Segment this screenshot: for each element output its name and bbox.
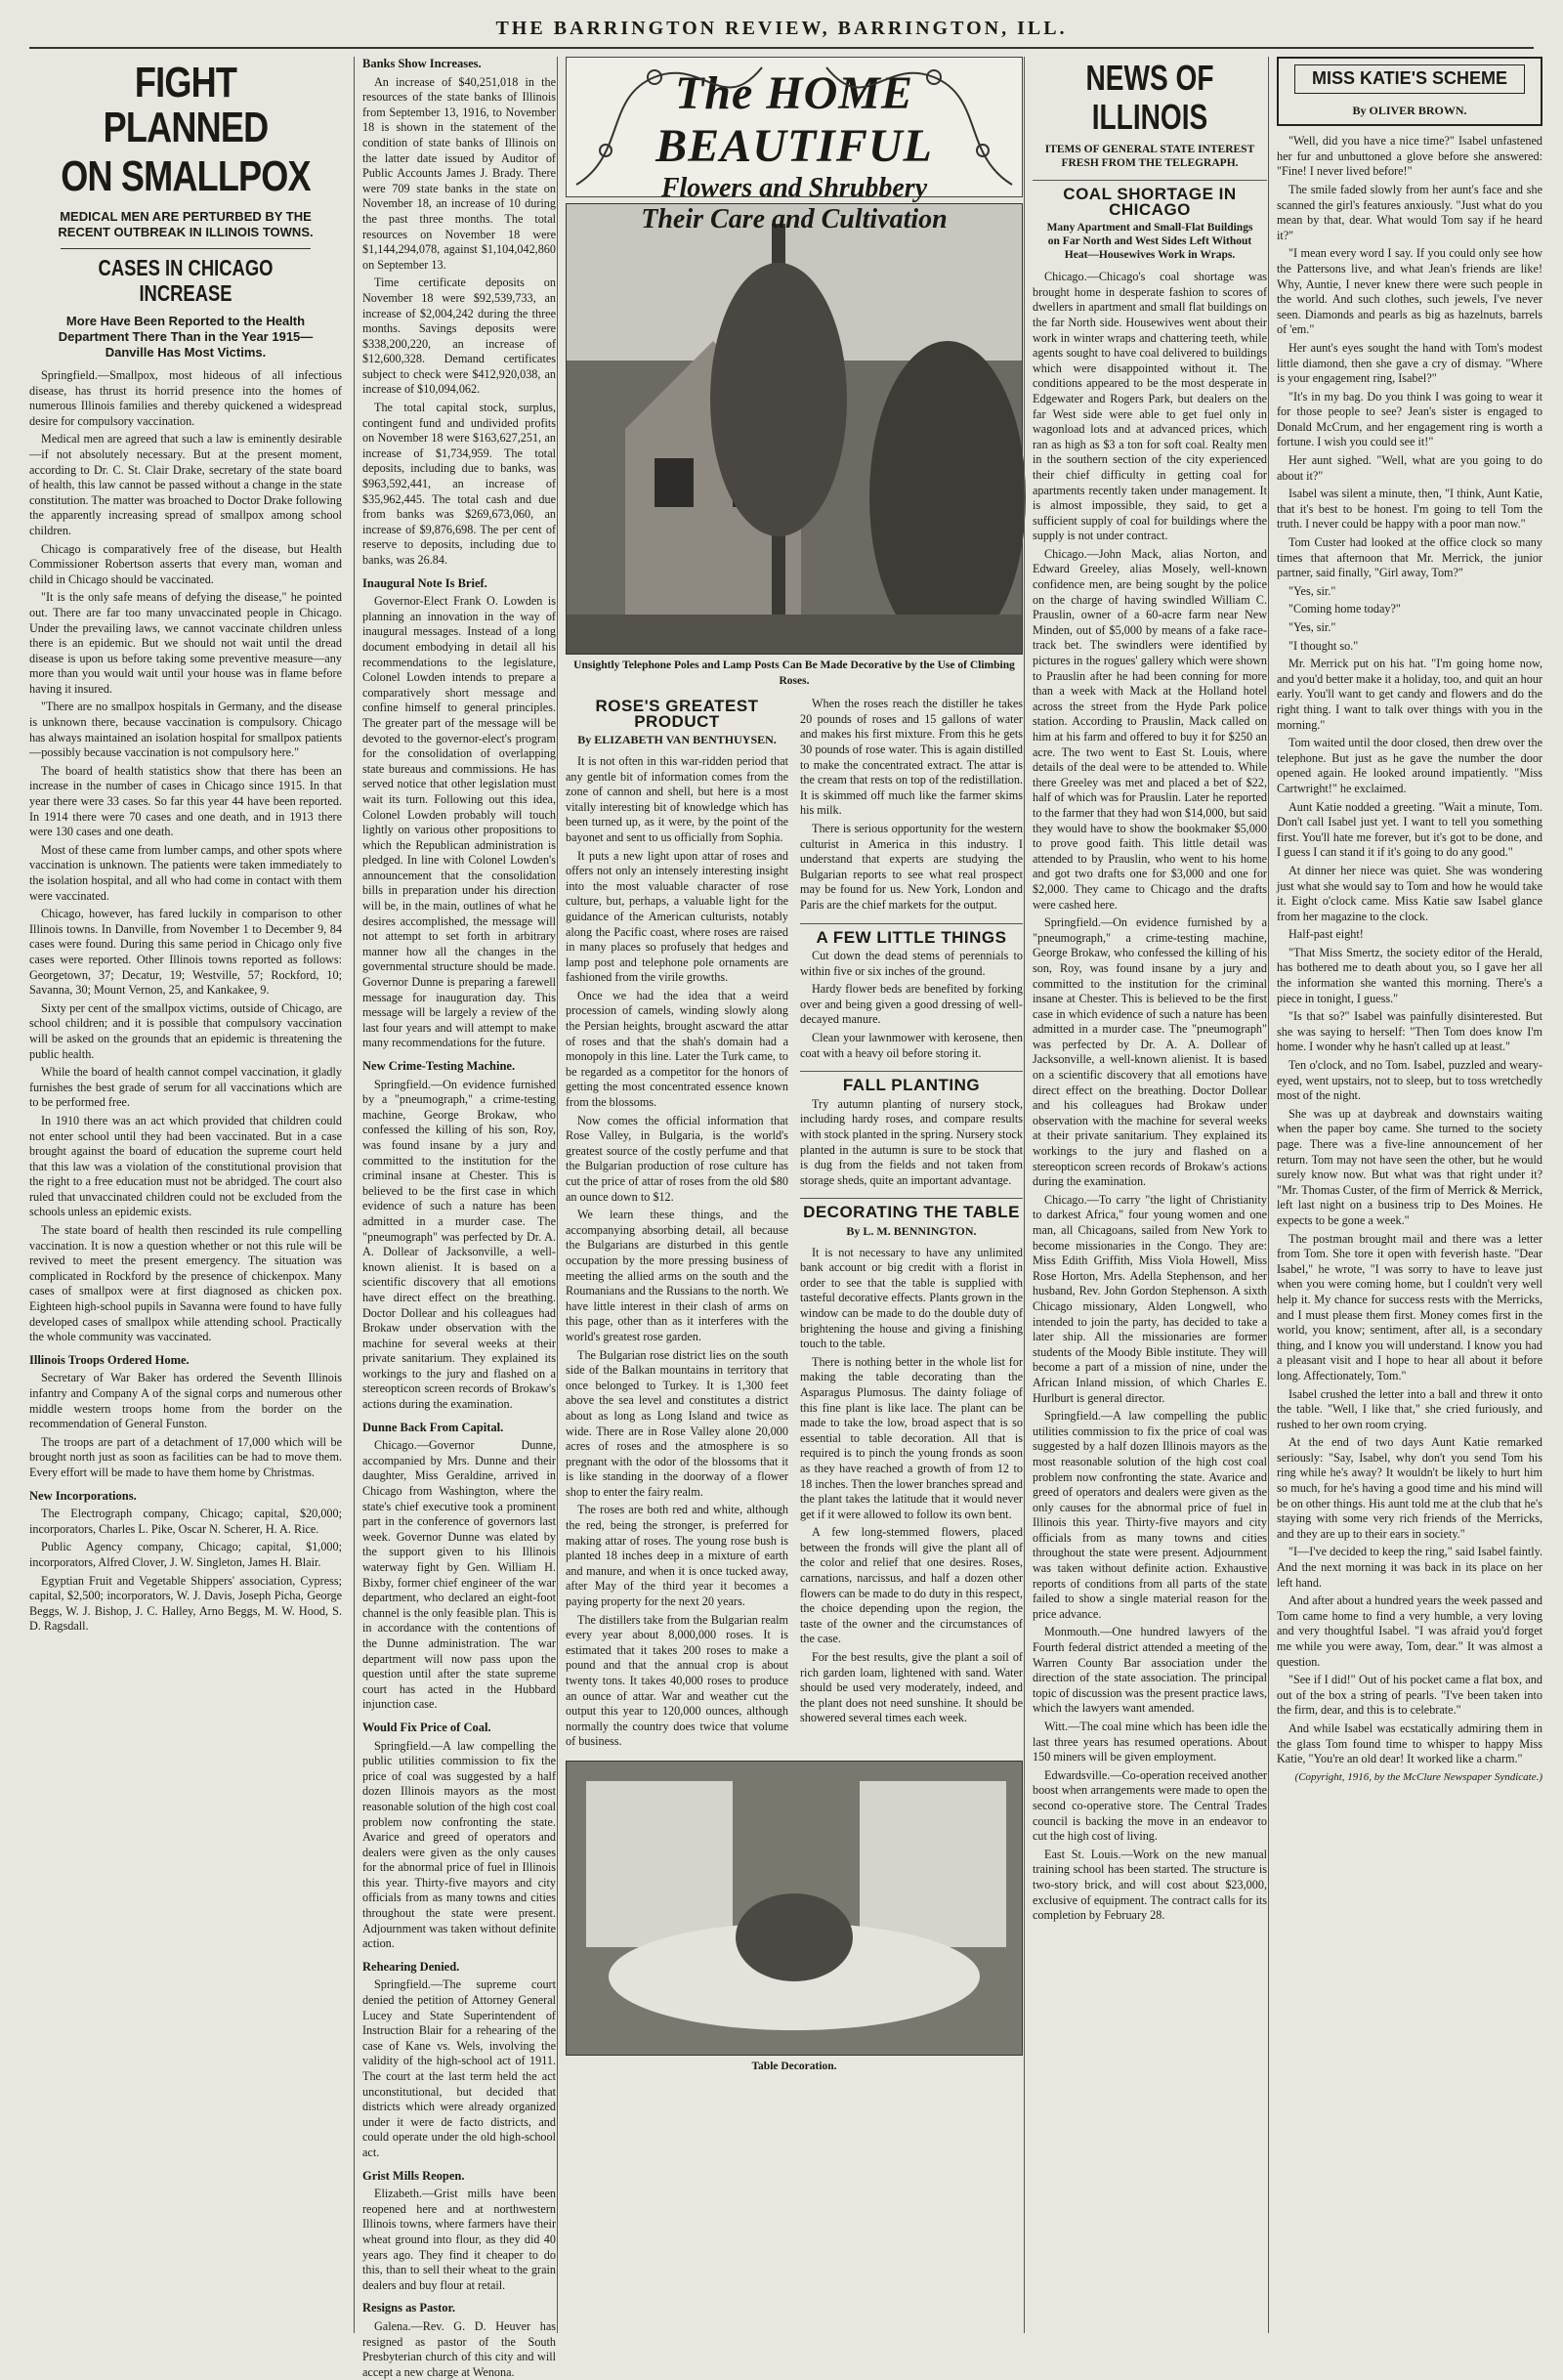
column-roses xyxy=(566,697,788,1753)
table-illustration xyxy=(567,1762,1022,2055)
paragraph: Governor-Elect Frank O. Lowden is planning an innovation in the way of inaugural messages. Instead of a long document embodying in detail all his recommendations to the legislature, Colonel Lowden intends to prepare a comparatively short message and confine himself to general principles. The greater part of the message will be devoted to the governor-elect's program for the consolidation of overlapping state bureaus and commissions. He has served notice that other legislation must wait its turn. Following out this idea, Colonel Lowden probably will touch lightly on various other propositions to which the Republican administration is pledged. In line with Colonel Lowden's announcement that the consolidation bills in preparation under his direction will be, in the main, outlines of what he desires accomplished, the message will not attempt to set forth in arbitrary manner how all the changes in the governmental structure should be made. Governor Dunne is preparing a farewell message for inauguration day. This message will be largely a review of the last four years and will attempt to make many recommendations for the future. xyxy=(362,594,556,1050)
paragraph: Egyptian Fruit and Vegetable Shippers' association, Cypress; capital, $2,500; incorporators, W. J. Davis, Joseph Picha, George Beggs, W. J. Bishop, J. C. Halley, Arno Beggs, M. W. Hood, S. D. Ragsdall. xyxy=(29,1573,342,1634)
paragraph: It is not often in this war-ridden period that any gentle bit of information comes from the zone of cannon and shell, but here is a most vitally interesting bit of knowledge which has been turned up, as it were, by the point of the bayonet and sent to us officially from Sophia. xyxy=(566,753,788,844)
column-state-news xyxy=(354,57,556,2379)
paragraph: The total capital stock, surplus, contingent fund and undivided profits on November 18 were $163,627,251, an increase of $1,734,959. The total deposits, including due to banks, was $963,592,441, an increase of $35,962,445. The total cash and due from banks was $269,673,060, an increase of $9,876,698. The per cent of reserve to deposits, including due to banks, was 26.84. xyxy=(362,401,556,567)
paragraph: "It's in my bag. Do you think I was going to wear it for those people to see? Jean's sister is engaged to Donald McCrum, and her engagement ring is worth a fortune. I wish you could see it!" xyxy=(1277,389,1542,449)
paragraph: Tom Custer had looked at the office clock so many times that afternoon that Mr. Merrick, the junior partner, said finally, "Girl away, Tom?" xyxy=(1277,535,1542,580)
column-smallpox xyxy=(29,57,342,2333)
paragraph: At the end of two days Aunt Katie remarked seriously: "Say, Isabel, why don't you send Tom his ring while he's away? It wouldn't be likely to hurt him so much, for he's having a good time and his mind will be on other things. His aunt told me at the club that he's staying with some very rich friends of the Merricks, and they are up to their ears in society." xyxy=(1277,1435,1542,1541)
article-body-roses xyxy=(566,754,788,1750)
paragraph: Secretary of War Baker has ordered the Seventh Illinois infantry and Company A of the signal corps and numerous other middle western troops home from the border on the recommendation of General Funston. xyxy=(29,1371,342,1431)
paragraph: Tom waited until the door closed, then drew over the telephone. But just as he gave the number the door opened again. He looked around impatiently. "Miss Cartwright!" he exclaimed. xyxy=(1277,736,1542,795)
paragraph: A few long-stemmed flowers, placed between the fronds will give the plant all of the color and relief that one desires. Roses, carnations, narcissus, and half a dozen other flowers can be made to do duty in this respect, the choice depending upon the region, the taste of the owner and the circumstances of the case. xyxy=(800,1525,1023,1646)
paragraph: Time certificate deposits on November 18 were $92,539,733, an increase of $2,004,242 during the three months. Savings deposits were $338,200,220, an increase of $12,600,328. Demand certificates subject to check were $412,920,038, an increase of $10,094,062. xyxy=(362,276,556,397)
subhead-grist-mills: Grist Mills Reopen. xyxy=(362,2168,465,2183)
headline-coal-shortage: COAL SHORTAGE IN CHICAGO xyxy=(1033,180,1267,217)
paragraph: The state board of health then rescinded its rule compelling vaccination. It is now a question whether or not this rule will be revived to meet the present emergency. The situation was complicated in Rockford by the presence of chickenpox. Many cases of smallpox were at first diagnosed as chicken pox. Eighteen high-school pupils in Savanna were found to have fully developed cases of smallpox while attending school. Practically the whole community was vaccinated. xyxy=(29,1223,342,1344)
paragraph: Ten o'clock, and no Tom. Isabel, puzzled and weary-eyed, went upstairs, not to sleep, but to toss wretchedly most of the night. xyxy=(1277,1058,1542,1103)
paragraph: Once we had the idea that a weird procession of camels, winding slowly along the Persian heights, brought ascward the attar of roses and that the shah's domain had a monopoly in this line. Later the Turk came, to be regarded as a competitor for the honors of getting the most concentrated essence known from the blossoms. xyxy=(566,988,788,1110)
story-copyright: (Copyright, 1916, by the McClure Newspaper Syndicate.) xyxy=(1294,1770,1542,1783)
headline-chicago-cases: CASES IN CHICAGO INCREASE xyxy=(61,248,311,306)
deck-general-state-interest: ITEMS OF GENERAL STATE INTEREST FRESH FROM THE TELEGRAPH. xyxy=(1044,144,1255,169)
deck-health-department: More Have Been Reported to the Health Department There Than in the Year 1915—Danville Has Most Victims. xyxy=(58,314,314,360)
byline-bennington: By L. M. BENNINGTON. xyxy=(846,1224,977,1238)
story-title: MISS KATIE'S SCHEME xyxy=(1294,64,1525,94)
subhead-inaugural: Inaugural Note Is Brief. xyxy=(362,575,487,590)
paragraph: "I mean every word I say. If you could only see how the Pattersons live, and what Jean's friends are like! Why, Auntie, I never knew there were such people in the world. And such clothes, such jewels, I've never seen. Diamonds and pearls as big as hazelnuts, barrels of 'em." xyxy=(1277,246,1542,337)
paragraph: Chicago.—Governor Dunne, accompanied by Mrs. Dunne and their daughter, Miss Geraldine, arrived in Chicago from Washington, where the state's chief executive took a prominent part in the conference of governors last week. Governor Dunne was elated by the support given to his Illinois waterway fight by Gen. William H. Bixby, former chief engineer of the war department, who declared an eight-foot channel is the only feasible plan. This is in accordance with the contentions of the Dunne administration. The war department will now pass upon the question until after the state supreme court has acted in the Hubbard injunction case. xyxy=(362,1438,556,1712)
story-body xyxy=(1277,134,1542,1767)
paragraph: Chicago, however, has fared luckily in comparison to other Illinois towns. In Danville, from November 1 to December 9, 84 cases were found. During this same period in Chicago only five cases were reported. Other Illinois towns reported as follows: Georgetown, 37; Decatur, 19; Westville, 57; Rockford, 10; Savanna, 30; Mount Vernon, 25, and Kankakee, 9. xyxy=(29,907,342,998)
subhead-pastor: Resigns as Pastor. xyxy=(362,2301,456,2316)
headline-fight-planned: FIGHT PLANNED xyxy=(103,59,269,151)
paragraph: Springfield.—On evidence furnished by a "pneumograph," a crime-testing machine, George Brokaw, who confessed the killing of his son, Roy, was found insane by a jury and committed to the institution for the criminal insane at Chester. This is believed to be the first case in which evidence of such a nature has been admitted in a murder case. The "pneumograph" was perfected by Dr. A. A. Dollear of Jacksonville, a well-known alienist. It is based on a scientific discovery that all emotions have direct effect on the breathing. Doctor Dollear and his colleagues had Brokaw under observation with the machine for several weeks at their private sanitarium. They explained its workings to the jury and flashed on a stereopticon screen records of Brokaw's actions during the examination. xyxy=(362,1077,556,1412)
story-header-box xyxy=(1277,57,1542,126)
paragraph: She was up at daybreak and downstairs waiting when the paper boy came. She turned to the society page. There was a five-line announcement of her return. Tom may not have seen the other, but he would surely know now. But what was that right under it? "Mr. Thomas Custer, of the firm of Merrick & Merrick, left last night on a business trip to Des Moines. He expects to be gone a week." xyxy=(1277,1106,1542,1227)
deck-medical-men: MEDICAL MEN ARE PERTURBED BY THE RECENT OUTBREAK IN ILLINOIS TOWNS. xyxy=(58,209,314,239)
headline-news-of-illinois: NEWS OF ILLINOIS xyxy=(1085,58,1214,137)
paragraph: And after about a hundred years the week passed and Tom came home to find a very humble, a very loving and very thoughtful Isabel. "I was afraid you'd forget me while you were away, Tom, dear." It was almost a question. xyxy=(1277,1594,1542,1669)
paragraph: The Bulgarian rose district lies on the south side of the Balkan mountains in territory that once belonged to Turkey. It is 1,300 feet above the sea level and constitutes a district about as long as Long Island and twice as wide. There are in Rose Valley alone 20,000 acres of roses and the atmosphere is so pregnant with the odor of the blossoms that it is like standing in the doorway of a flower shop to enter the fairy realm. xyxy=(566,1347,788,1499)
caption-telephone-poles: Unsightly Telephone Poles and Lamp Posts Can Be Made Decorative by the Use of Climbing Roses. xyxy=(573,659,1015,687)
caption-table-decoration: Table Decoration. xyxy=(751,2060,837,2072)
paragraph: It is not necessary to have any unlimited bank account or big credit with a florist in order to see that the table is supplied with tasteful decorative effects. Plants grown in the window can be made to do the double duty of brightening the house and giving a finishing touch to the table. xyxy=(800,1245,1023,1351)
headline-few-little-things: A FEW LITTLE THINGS xyxy=(800,923,1023,946)
deck-apartment-buildings: Many Apartment and Small-Flat Buildings on Far North and West Sides Left Without Heat—Housewives Work in Wraps. xyxy=(1046,222,1253,262)
paragraph: Springfield.—A law compelling the public utilities commission to fix the price of coal was suggested by a half dozen Illinois mayors as the most reasonable solution of the high cost coal problem now confronting the state. Avarice and greed of operators and dealers were given as the only causes for the abnormal price of fuel in Illinois this year. Thirty-five mayors and city officials from as many towns and cities throughout the state were present. Adjournment was taken without definite action. Exhaustive reports of conditions from all parts of the state failed to show a single material reason for the price advance. xyxy=(1033,1409,1267,1621)
paragraph: Sixty per cent of the smallpox victims, outside of Chicago, are school children; and it is possible that compulsory vaccination will be asked on the grounds that an epidemic is threatening the public health. xyxy=(29,1000,342,1061)
subhead-rehearing: Rehearing Denied. xyxy=(362,1959,460,1974)
subhead-incorporations: New Incorporations. xyxy=(29,1488,137,1503)
paragraph: Try autumn planting of nursery stock, including hardy roses, and compare results with stock planted in the spring. Nursery stock planted in the autumn is sure to be stock that is dug from the fields and not taken from storage sheds, quite an important advantage. xyxy=(800,1096,1023,1187)
paragraph: Half-past eight! xyxy=(1288,927,1364,942)
paragraph: When the roses reach the distiller he takes 20 pounds of roses and 15 gallons of water and makes his first mixture. From this he gets 30 pounds of rose water. This is again distilled to make the concentrated extract. The attar is the cream that rests on top of the redistillation. It is skimmed off much like the farmer skims his milk. xyxy=(800,697,1023,818)
subhead-crime-machine: New Crime-Testing Machine. xyxy=(362,1059,516,1073)
column-news-of-illinois xyxy=(1024,57,1267,2333)
subhead-dunne: Dunne Back From Capital. xyxy=(362,1420,504,1434)
paragraph: "Is that so?" Isabel was painfully disinterested. But she was saying to herself: "Then Tom does know I'm home. I wonder why he hasn't called up at least." xyxy=(1277,1009,1542,1054)
paragraph: Springfield.—A law compelling the public utilities commission to fix the price of coal was suggested by a half dozen Illinois mayors as the most reasonable solution of the high cost coal problem now confronting the state. Avarice and greed of operators and dealers were given as the only causes for the abnormal price of fuel in Illinois this year. Thirty-five mayors and city officials from as many towns and cities throughout the state were present. Adjournment was taken without definite action. xyxy=(362,1738,556,1951)
banner-subtitle-1: Flowers and Shrubbery xyxy=(660,173,928,203)
paragraph: At dinner her niece was quiet. She was wondering just what she would say to Tom and how he would take it. Eight o'clock came. Miss Katie saw Isabel glance from her magazine to the clock. xyxy=(1277,863,1542,923)
paragraph: "I—I've decided to keep the ring," said Isabel faintly. And the next morning it was back in its place on her left hand. xyxy=(1277,1545,1542,1590)
paragraph: The roses are both red and white, although the red, being the stronger, is preferred for making attar of roses. The young rose bush is planted 18 inches deep in a mixture of earth and manure, and when it is once tucked away, after May of the third year it becomes a paying property for the next 20 years. xyxy=(566,1503,788,1609)
article-body-decorating xyxy=(800,1246,1023,1726)
paragraph: Cut down the dead stems of perennials to within five or six inches of the ground. xyxy=(800,949,1023,978)
article-body-fall-planting xyxy=(800,1097,1023,1189)
paragraph: While the board of health cannot compel vaccination, it gladly furnishes the best grade of serum for all vaccinations which are to be performed free. xyxy=(29,1065,342,1110)
paragraph: There is serious opportunity for the western culturist in America in this industry. I understand that experts are studying the Bulgarian reports to see what real prospect may be found for us. New York, London and Paris are the chief markets for the output. xyxy=(800,821,1023,912)
paragraph: Now comes the official information that Rose Valley, in Bulgaria, is the world's greatest source of the costly perfume and that the Bulgarian production of rose culture has cut the price of attar of roses from the old $80 an ounce down to $12. xyxy=(566,1113,788,1204)
paragraph: Springfield.—Smallpox, most hideous of all infectious disease, has thrust its horrid presence into the homes of numerous Illinois families and thereby quickened a widespread desire for compulsory vaccination. xyxy=(29,368,342,428)
paragraph: Chicago.—To carry "the light of Christianity to darkest Africa," four young women and one man, all Chicagoans, sailed from New York to become missionaries in the Congo. They are: Miss Edith Griffith, Miss Viola Howell, Miss Rose Horton, Mrs. Adella Stephenson, and her husband, Rev. John Gordon Stephenson. A sixth Chicago missionary, Alden Longwell, who intended to join the party, has decided to take a later ship. All the missionaries are former students of the Moody Bible institute. They will become a part of a mission of nine, under the African Inland mission, of which Charles E. Hurlburt is general director. xyxy=(1033,1192,1267,1405)
paragraph: "Yes, sir." xyxy=(1288,583,1336,598)
paragraph: Public Agency company, Chicago; capital, $1,000; incorporators, Alfred Clover, J. W. Singleton, James H. Blair. xyxy=(29,1540,342,1569)
paragraph: "See if I did!" Out of his pocket came a flat box, and out of the box a string of pearls. "I've been taken into the firm, dear, and this is to celebrate." xyxy=(1277,1673,1542,1718)
article-body-incorporations xyxy=(29,1507,342,1635)
article-body-rehearing xyxy=(362,1977,556,2160)
paragraph: An increase of $40,251,018 in the resources of the state banks of Illinois from September 13, 1916, to November 18 is shown in the statement of the condition of state banks of Illinois on the latter date issued by Auditor of Public Accounts James J. Brady. There were 709 state banks in the state on November 18, an increase of 10 during the past three months. The total resources on November 18 were $1,144,294,078, against $1,104,042,860 on September 13. xyxy=(362,74,556,272)
paragraph: For the best results, give the plant a soil of rich garden loam, lightened with sand. Water should be used very moderately, indeed, and the plant does not need sunshine. It should be showered several times each week. xyxy=(800,1650,1023,1725)
paragraph: "It is the only safe means of defying the disease," he pointed out. There are far too many unvaccinated people in Chicago. Under the prevailing laws, we cannot vaccinate children unless there is an epidemic. But we should not wait until the dread disease is upon us before taking some preventive measure—any more than you would wait until your house was in flame before having it insured. xyxy=(29,590,342,696)
article-body-smallpox xyxy=(29,368,342,1345)
paragraph: "Well, did you have a nice time?" Isabel unfastened her fur and unbuttoned a glove before she answered: "Fine! I never lived before!" xyxy=(1277,134,1542,179)
article-body-pastor xyxy=(362,2319,556,2380)
paragraph: Isabel crushed the letter into a ball and threw it onto the table. "Well, I like that," she cried furiously, and rushed to her own room crying. xyxy=(1277,1386,1542,1431)
paragraph: The Electrograph company, Chicago; capital, $20,000; incorporators, Charles L. Pike, Oscar N. Scherer, H. A. Rice. xyxy=(29,1507,342,1536)
banner-subtitle-2: Their Care and Cultivation xyxy=(641,204,948,234)
paragraph: In 1910 there was an act which provided that children could not enter school until they had been vaccinated. But in a case brought against the board of education the supreme court held that this law was a violation of the constitutional provision that the right to a free education must not be abridged. The court also ruled that unvaccinated children could not be excluded from the schools unless an epidemic exists. xyxy=(29,1113,342,1219)
article-body-inaugural xyxy=(362,594,556,1051)
paragraph: "I thought so." xyxy=(1288,638,1359,653)
paragraph: There is nothing better in the whole list for making the table decorating than the Asparagus Plumosus. The dainty foliage of this fine plant is like lace. The plant can be made to take the low, broad aspect that is so essential to table decoration. All that is required is to pinch the young fronds as soon as they have reached a growth of from 12 to 18 inches. Then the lower branches spread and the plant takes the latitude that it would never get if it were allowed to follow its own bent. xyxy=(800,1354,1023,1521)
home-beautiful-banner xyxy=(566,57,1023,234)
paragraph: "That Miss Smertz, the society editor of the Herald, has bothered me to death about you, so I gave her all the information she wanted this morning. There's a piece in tonight, I guess." xyxy=(1277,945,1542,1005)
subhead-coal-price: Would Fix Price of Coal. xyxy=(362,1720,491,1734)
article-body-few-things xyxy=(800,949,1023,1061)
story-byline: By OLIVER BROWN. xyxy=(1352,103,1467,117)
headline-decorating-table: DECORATING THE TABLE xyxy=(800,1198,1023,1220)
paragraph: Most of these came from lumber camps, and other spots where vaccination is unknown. The patients were taken immediately to the isolation hospital, and all who had come in contact with them were vaccinated. xyxy=(29,842,342,903)
headline-roses: ROSE'S GREATEST PRODUCT xyxy=(595,697,759,731)
paragraph: Chicago.—John Mack, alias Norton, and Edward Greeley, alias Mosely, well-known confidence men, are being sought by the police on the charge of having swindled William C. Prauslin, owner of a 60-acre farm near New Minden, out of $5,000 by means of a fake race-track bet. The swindlers were identified by pictures in the rogues' gallery which were shown to Prauslin after he had been conning for more than a week with Mack at the Holland hotel across the street from the Hyde Park police station. According to Prauslin, Mack called on him at his farm and offered to buy it for $250 an acre. The two went to East St. Louis, where details of the deal were to be attended to. While there Greeley was met and placed a bet of $22, half of which was for Prauslin. Later he reported to the farmer that they had won $14,000, but said they would have to show the bookmaker $5,000 to prove good faith. This little detail was attended to by Prauslin, who went to his home and got two drafts one for $3,000 and one for $2,000. They came to Chicago and the drafts were cashed here. xyxy=(1033,546,1267,912)
article-body-troops xyxy=(29,1371,342,1480)
headline-on-smallpox: ON SMALLPOX xyxy=(61,152,311,200)
paragraph: It puts a new light upon attar of roses and offers not only an intensely interesting insight into the most valuable character of rose culture, but, perhaps, a valuable light for the guidance of the American culturists, notably along the Pacific coast, where roses are raised in many places so profusely that hedges and lamp post and telephone pole ornaments are fashioned from the virile growths. xyxy=(566,848,788,985)
paragraph: Galena.—Rev. G. D. Heuver has resigned as pastor of the South Presbyterian church of this city and will accept a new charge at Wenona. xyxy=(362,2318,556,2379)
paragraph: Isabel was silent a minute, then, "I think, Aunt Katie, that it's best to be honest. I'm going to tell Tom the truth. I never could be happy with a poor man now." xyxy=(1277,487,1542,531)
paragraph: Medical men are agreed that such a law is eminently desirable—if not absolutely necessary. But at the present moment, according to Dr. C. St. Clair Drake, secretary of the state board of health, this law cannot be passed without a change in the state constitution. The matter was broached to Doctor Drake following the apparently increasing spread of smallpox among school children. xyxy=(29,432,342,537)
rose-vine-ornament xyxy=(567,58,1022,196)
subhead-banks: Banks Show Increases. xyxy=(362,57,482,70)
paragraph: Edwardsville.—Co-operation received another boost when arrangements were made to open the second co-operative store. The Central Trades council is backing the move in an endeavor to cut the high cost of living. xyxy=(1033,1767,1267,1844)
table-decoration-photo xyxy=(566,1761,1023,2056)
column-story xyxy=(1268,57,1542,2333)
article-body-banks xyxy=(362,75,556,569)
paragraph: East St. Louis.—Work on the new manual training school has been started. The structure is two-story brick, and will cost about $23,000, exclusive of equipment. The contract calls for its completion by February 28. xyxy=(1033,1847,1267,1923)
article-body-coal-price xyxy=(362,1739,556,1952)
masthead: THE BARRINGTON REVIEW, BARRINGTON, ILL. xyxy=(29,10,1534,49)
paragraph: Chicago.—Chicago's coal shortage was brought home in desperate fashion to scores of dwellers in apartment and small flat buildings on the far North side. Housewives went about their work in winter wraps and chattering teeth, while agents sought to have coal delivered to buildings which were disappointed without it. The conditions appeared to be the most desperate in Edgewater and Rogers Park, but dealers on the far West side were able to get fuel only in wagonload lots and at advanced prices, which ran as high as $3 a ton for soft coal. Realty men in the southern section of the city experienced their chief difficulty in getting coal for apartments recently taken under management. It is almost impossible, they said, to get a sufficient supply of coal for buildings where the supply is not under contract. xyxy=(1033,270,1267,543)
paragraph: The board of health statistics show that there has been an increase in the number of cases in Chicago since 1915. In that year there were 33 cases. So far this year 44 have been reported. In 1914 there were 70 cases and one death, and in 1913 there were 130 cases and one death. xyxy=(29,763,342,839)
paragraph: Her aunt sighed. "Well, what are you going to do about it?" xyxy=(1277,453,1542,483)
article-body-illinois-news xyxy=(1033,270,1267,1924)
paragraph: The distillers take from the Bulgarian realm every year about 8,000,000 roses. It is estimated that it takes 200 roses to make a pound and that the annual crop is about twenty tons. It takes 40,000 roses to produce an ounce of attar. War and weather cut the output this year to 120,000 ounces, although normally the country does twice that volume of business. xyxy=(566,1612,788,1749)
paragraph: Hardy flower beds are benefited by forking over and being given a good dressing of well-decayed manure. xyxy=(800,982,1023,1027)
paragraph: We learn these things, and the accompanying absorbing detail, all because the Bulgarians are disturbed in this gentle occupation by the more pressing business of meeting the allied arms on the south and the Roumanians and the Russians to the north. We have little interest in their clash of arms on this page, other than as it interferes with the world's greatest rose garden. xyxy=(566,1208,788,1343)
paragraph: Mr. Merrick put on his hat. "I'm going home now, and you'd better make it a holiday, too, and quit an hour early. You'll want to get candy and flowers and do the right thing. I want to talk over things with you in the morning." xyxy=(1277,657,1542,732)
paragraph: Witt.—The coal mine which has been idle the last three years has resumed operations. About 150 miners will be given employment. xyxy=(1033,1720,1267,1764)
byline-van-benthuysen: By ELIZABETH VAN BENTHUYSEN. xyxy=(577,733,777,747)
paragraph: "There are no smallpox hospitals in Germany, and the disease is unknown there, because vaccination is compulsory. Chicago has always maintained an isolation hospital for smallpox patients—possibly because vaccination is not compulsory here." xyxy=(29,700,342,760)
paragraph: And while Isabel was ecstatically admiring them in the glass Tom found time to whisper to happy Miss Katie, "You're an old dear! It worked like a charm." xyxy=(1277,1721,1542,1766)
paragraph: "Yes, sir." xyxy=(1288,620,1336,634)
paragraph: Monmouth.—One hundred lawyers of the Fourth federal district attended a meeting of the Warren County Bar association under the direction of the state association. The principal topic of discussion was the present practice laws, which the lawyers want amended. xyxy=(1033,1625,1267,1716)
house-rose-photo xyxy=(566,203,1023,655)
paragraph: Springfield.—On evidence furnished by a "pneumograph," a crime-testing machine, George Brokaw, who confessed the killing of his son, Roy, was found insane by a jury and committed to the institution for the criminal insane at Chester. This is believed to be the first case in which evidence of such a nature has been admitted in a murder case. The "pneumograph" was perfected by Dr. A. A. Dollear of Jacksonville, a well-known alienist. It is based on a scientific discovery that all emotions have direct effect on the breathing. Doctor Dollear and his colleagues had Brokaw under observation with the machine for several weeks at their private sanitarium. They explained its workings to the jury and flashed on a stereopticon screen records of Brokaw's actions during the examination. xyxy=(1033,915,1267,1189)
article-body-grist-mills xyxy=(362,2187,556,2293)
column-garden-tips xyxy=(800,697,1023,1753)
banner-title: The HOME BEAUTIFUL xyxy=(655,67,933,172)
paragraph: Springfield.—The supreme court denied the petition of Attorney General Lucey and State Superintendent of Instruction Blair for a rehearing of the case of Kane vs. Wels, involving the validity of the high-school act of 1911. The court at the last term held the act unconstitutional, but decided that districts which were already organized under it were de facto districts, and could operate under the old high-school act. xyxy=(362,1977,556,2159)
paragraph: The smile faded slowly from her aunt's face and she scanned the girl's features anxiously. "Just what do you mean by that, dear. What would Tom say if he heard it?" xyxy=(1277,182,1542,242)
column-home-beautiful xyxy=(557,57,1023,2333)
paragraph: The troops are part of a detachment of 17,000 which will be brought north just as soon as facilities can be had to move them. Every effort will be made to have them home by Christmas. xyxy=(29,1434,342,1479)
article-body-roses-cont xyxy=(800,697,1023,913)
subhead-troops: Illinois Troops Ordered Home. xyxy=(29,1352,190,1367)
paragraph: Her aunt's eyes sought the hand with Tom's modest little diamond, then she gave a cry of dismay. "Where is your engagement ring, Isabel?" xyxy=(1277,340,1542,386)
article-body-dunne xyxy=(362,1438,556,1713)
house-illustration xyxy=(567,204,1022,654)
article-body-crime-machine xyxy=(362,1078,556,1413)
paragraph: Elizabeth.—Grist mills have been reopened here and at northwestern Illinois towns, where farmers have their wheat ground into flour, as they did 40 years ago. They find it cheaper to do this, than to sell their wheat to the grain dealers and buy flour at retail. xyxy=(362,2187,556,2292)
paragraph: "Coming home today?" xyxy=(1288,602,1401,616)
headline-fall-planting: FALL PLANTING xyxy=(800,1071,1023,1093)
paragraph: Aunt Katie nodded a greeting. "Wait a minute, Tom. Don't call Isabel just yet. I want to tell you something first. You'll hate me forever, but it's got to be done, and I guess I can stand it if it's going to do any good." xyxy=(1277,799,1542,860)
paragraph: Clean your lawnmower with kerosene, then coat with a heavy oil before storing it. xyxy=(800,1031,1023,1060)
paragraph: Chicago is comparatively free of the disease, but Health Commissioner Robertson asserts that every man, woman and child in Chicago should be vaccinated. xyxy=(29,541,342,586)
paragraph: The postman brought mail and there was a letter from Tom. She tore it open with feverish haste. "Dear Isabel," he wrote, "I was sorry to have to leave just when you were coming home, but I couldn't very well help it. My chance for success rests with the Merricks, and I must please them first. Money comes first in the world, you know; sentiment, after all, is a secondary thing, and I know you will understand. I know you had a pleasant visit and I hope to hear all about it before long. Affectionately, Tom." xyxy=(1277,1231,1542,1382)
